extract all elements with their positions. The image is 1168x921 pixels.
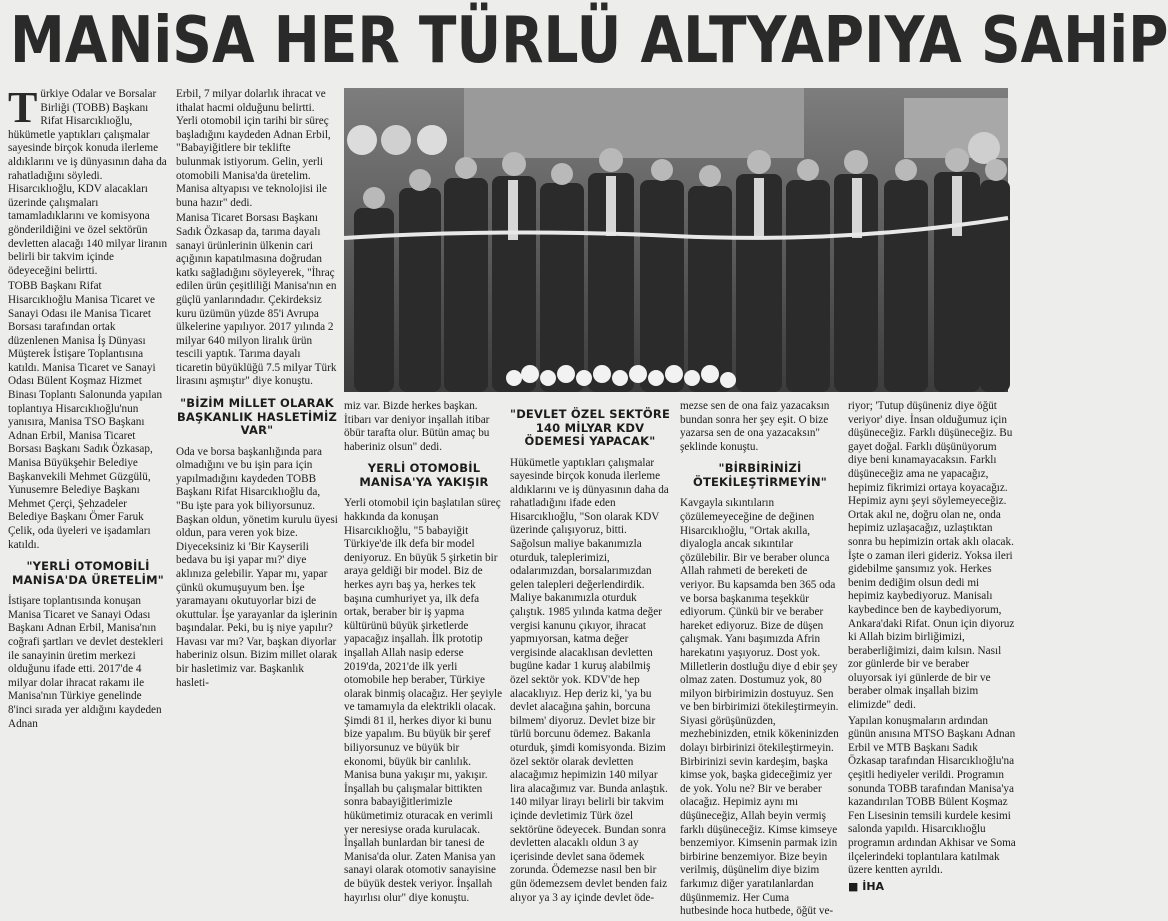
article-column-3 bbox=[344, 400, 504, 907]
article-column-6 bbox=[848, 400, 1016, 893]
agency-credit: ■ İHA bbox=[848, 879, 885, 893]
paragraph: mezse sen de ona faiz yazacaksın bundan sonra her şey eşit. O bize yazarsa sen de ona yazacaksın" şeklinde konuştu. bbox=[680, 400, 830, 453]
flag-icon bbox=[381, 125, 411, 155]
subheading: "DEVLET ÖZEL SEKTÖRE 140 MİLYAR KDV ÖDEMESİ YAPACAK" bbox=[510, 407, 671, 448]
paragraph: Kavgayla sıkıntıların çözülemeyeceğine de değinen Hisarcıklıoğlu, "Ortak akılla, diyalogla ancak sıkıntılar çözülebilir. Bir ve beraber olunca Allah rahmeti de bereketi de veriyor. Bu kapsamda ben 365 oda ve borsa başkanıma teşekkür ediyorum. Çünkü bir ve beraber hareket ediyoruz. Bize de düşen çalışmak. Yanı başımızda Afrin harekatını yaşıyoruz. Dost yok. Milletlerin dostluğu diye d ebir şey olmaz zaten. Dostumuz yok, 80 milyon birbirimizin dostuyuz. Sen ve ben birbirimizi ötekileştirmeyin. Siyasi görüşünüzden, mezhebinizden, etnik kökeninizden dolayı birbirinizi ötekileştirmeyin. Birbirinizi sevin kardeşim, başka kimse yok, başka gideceğimiz yer de yok. Yolu ne? Bir ve beraber olacağız. Hepimiz aynı mı düşüneceğiz, Allah beyin vermiş farklı düşüneceğiz. Kimse kimseye benzemiyor. Kimsenin parmak izin birbirine benzemiyor. Bize beyin verilmiş, düşünelim diye bizim farkımız diğer yaratılanlardan düşünmemiz. Her Cuma hutbesinde hoca hutbede, öğüt ve- bbox=[680, 497, 839, 918]
paragraph: Erbil, 7 milyar dolarlık ihracat ve ithalat hacmi olduğunu belirtti. Yerli otomobil için tarihi bir süreç başladığını kaydeden Adnan Erbil, "Babayiğitlere bir teklifte bulunmak istiyorum. Gelin, yerli otomobili Manisa'da üretelim. Manisa altyapısı ve teknolojisi ile buna hazır" dedi. bbox=[176, 88, 331, 209]
paragraph: riyor; 'Tutup düşüneniz diye öğüt veriyor' diye. İnsan olduğumuz için düşüneceğiz. Farklı düşüneceğiz. Bu gayet doğal. Farklı düşünüyorum diye beni kınamayacaksın. Farklı düşüneceğiz ama ne yapacağız, hepimiz fikrimizi ortaya koyacağız. Hepimiz aynı şeyi söylemeyeceğiz. Ortak akıl ne, doğru olan ne, onda hepimiz uzlaşacağız, uzlaştıktan sonra bu hepimizin ortak aklı olacak. İşte o zaman ileri gideriz. Yoksa ileri gidebilme şansımız yok. Herkes benim dediğim olsun dedi mi hepimiz kaybediyoruz. Manisalı kaybedince ben de kaybediyorum, Ankara'daki Rifat. Onun için diyoruz ki Allah bizim birliğimizi, beraberliğimizi, daim kılsın. Nasıl zor günlerde bir ve beraber oluyorsak iyi günlerde de bir ve beraber olmak inşallah bizim elimizde" dedi. bbox=[848, 400, 1015, 712]
subheading: YERLİ OTOMOBİL MANİSA'YA YAKIŞIR bbox=[359, 461, 489, 489]
paragraph-text: ürkiye Odalar ve Borsalar Birliği (TOBB) Başkanı Rifat Hisarcıklıoğlu, hükümetle yaptıkları çalışmalar sayesinde birçok konuda ilerleme aldıklarını ve iş dünyasının daha da rahatladığını söyledi. Hisarcıklıoğlu, KDV alacakları üzerinde çalışmaları tamamladıklarını ve komisyona gönderildiğini ve özel sektörün devletten alacağı 140 milyar liranın belirli bir takvim içinde ödeyeceğini belirtti. bbox=[8, 88, 168, 277]
paragraph: miz var. Bizde herkes başkan. İtibarı var deniyor inşallah itibar öbür tarafta olur. Bütün amaç bu haberiniz olsun" dedi. bbox=[344, 400, 490, 453]
headline: MANiSA HER TÜRLÜ ALTYAPIYA SAHiP bbox=[10, 4, 1168, 78]
ribbon-cutting-photo bbox=[344, 88, 1008, 392]
article-column-1 bbox=[8, 83, 168, 733]
paragraph: Hükümetle yaptıkları çalışmalar sayesinde birçok konuda ilerleme aldıklarını ve iş dünyasının daha da rahatladığını ifade eden Hisarcıklıoğlu, "Son olarak KDV üzerinde çalışıyoruz, bitti. Sağolsun maliye bakanımızla oturduk, taleplerimizi, odalarımızdan, borsalarımızdan gelen talepleri değerlendirdik. Maliye bakanımızla oturduk çalıştık. 1985 yılında katma değer vergisi kanunu çıkıyor, ihracat yapmıyorsan, katma değer vergisinde alacaklısan devletten bugüne kadar 1 kuruş alabilmiş özel sektör yok. KDV'de hep alacaklıyız. Hep deriz ki, 'ya bu devlet alacağına şahin, borcuna bilmem' diyoruz. Devlet bize bir türlü borcunu ödemez. Bakanla oturduk, şimdi komisyonda. Bizim özel sektör olarak devletten alacağımız hepimizin 140 milyar lira alacağımız var. Bunda anlaştık. 140 milyar lirayı belirli bir takvim içinde devletimiz Türk özel sektörüne ödeyecek. Bundan sonra devletten alacaklı oldun 3 ay içerisinde devlet sana ödemek zorunda. Ödemezse nasıl ben bir gün ödemezsem devlet benden faiz alıyor ya 3 ay içinde devlet öde- bbox=[510, 456, 669, 904]
paragraph: Yapılan konuşmaların ardından günün anısına MTSO Başkanı Adnan Erbil ve MTB Başkanı Sadık Özkasap tarafından Hisarcıklıoğlu'na çeşitli hediyeler verildi. Programın sonunda TOBB tarafından Manisa'ya kazandırılan TOBB Bülent Koşmaz Fen Lisesinin temsili kurdele kesimi salonda yapıldı. Hisarcıklıoğlu programın ardından Akhisar ve Soma ilçelerindeki toplantılara katılmak üzere kentten ayrıldı. bbox=[848, 714, 1016, 877]
paragraph: Yerli otomobil için başlatılan süreç hakkında da konuşan Hisarcıklıoğlu, "5 babayiğit Türkiye'de ilk defa bir model deniyoruz. En büyük 5 şirketin bir araya geldiği bir model. Biz de herkes ayrı baş ya, herkes tek başına cumhuriyet ya, ilk defa ortak, beraber bir iş yapma kültürünü büyük şirketlerde yapacağız inşallah. İlk prototip inşallah Allah nasip ederse 2019'da, 2021'de ilk yerli otomobile hep beraber, Türkiye olarak binmiş olacağız. Her şeyiyle ve tamamıyla da elektrikli olacak. Şimdi 81 il, herkes diyor ki bunu bize yapalım. Bu büyük bir şeref biliyorsunuz ve büyük bir ekonomi, büyük bir canlılık. Manisa buna yakışır mı, yakışır. İnşallah bu çalışmalar bittikten sonra babayiğitlerimizle hükümetimiz oturacak en verimli yer neresiyse orada kurulacak. İnşallah bunlardan bir tanesi de Manisa'da olur. Zaten Manisa yan sanayi olarak otomotiv sanayisine de büyük destek veriyor. İnşallah hayırlısı olur" diye konuştu. bbox=[344, 497, 503, 904]
subheading: "BİRBİRİNİZİ ÖTEKİLEŞTİRMEYİN" bbox=[692, 461, 828, 489]
article-column-5 bbox=[680, 400, 840, 921]
paragraph: Oda ve borsa başkanlığında para olmadığını ve bu işin para için yapılmadığını kaydeden TOBB Başkanı Rifat Hisarcıklıoğlu da, "Bu işte para yok biliyorsunuz. Başkan oldun, yönetim kurulu üyesi oldun, para veren yok bize. Diyeceksiniz ki 'Bir Kayserili bedava bu işi yapar mı?' diye aklınıza gelebilir. Yapar mı, yapar çünkü okumuşuyum ben. İşe yaramayanı okutuyorlar bizi de okuttular. İşe yarayanlar da işlerinin başındalar. Peki, bu iş niye yapılır? Havası var mı? Var, başkan diyorlar haberiniz olsun. Bizim millet olarak bir hasletimiz var. Başkanlık hasleti- bbox=[176, 445, 338, 689]
paragraph: Manisa Ticaret Borsası Başkanı Sadık Özkasap da, tarıma dayalı sanayi ürünlerinin ülkenin cari açığının kapatılmasına doğrudan katkı sağladığını söyleyerek, "İhraç edilen ürün çeşitliliği Manisa'nın en güçlü yanlarındadır. Çekirdeksiz kuru üzümün yüzde 85'i Avrupa ülkelerine yapılıyor. 2017 yılında 2 milyar 640 milyon liralık ürün tescili yaptık. Tarıma dayalı ticaretin büyüklüğü 7.5 milyar Türk lirasını aşmıştır" diye konuştu. bbox=[176, 212, 337, 388]
article-column-2 bbox=[176, 88, 338, 692]
subheading: "BİZİM MİLLET OLARAK BAŞKANLIK HASLETİMİZ VAR" bbox=[176, 396, 338, 438]
paragraph: TOBB Başkanı Rifat Hisarcıklıoğlu Manisa Ticaret ve Sanayi Odası ile Manisa Ticaret Borsası tarafından ortak düzenlenen Manisa İş Dünyası Müşterek İstişare Toplantısına katıldı. Manisa Ticaret ve Sanayi Odası Bülent Koşmaz Hizmet Binası Toplantı Salonunda yapılan toplantıya Hisarcıklıoğlu'nun yanısıra, Manisa TSO Başkanı Adnan Erbil, Manisa Ticaret Borsası Başkanı Sadık Özkasap, Manisa Büyükşehir Belediye Başkanvekili Mehmet Güzgülü, Yunusemre Belediye Başkanı Mehmet Çerçi, Şehzadeler Belediye Başkanı Ömer Faruk Çelik, oda üyeleri ve işadamları katıldı. bbox=[8, 280, 163, 551]
article-column-4 bbox=[510, 400, 670, 907]
paragraph bbox=[8, 83, 168, 278]
dropcap: T bbox=[8, 83, 38, 132]
photo-illustration bbox=[344, 88, 1008, 392]
subheading: "YERLİ OTOMOBİLİ MANİSA'DA ÜRETELİM" bbox=[12, 559, 164, 587]
logo-icon bbox=[417, 125, 447, 155]
logo-icon bbox=[347, 125, 377, 155]
paragraph: İstişare toplantısında konuşan Manisa Ticaret ve Sanayi Odası Başkanı Adnan Erbil, Manisa'nın coğrafi şartları ve devlet destekleri ile sanayinin üretim merkezi olduğunu ifade etti. 2017'de 4 milyar dolar ihracat rakamı ile Manisa'nın Türkiye genelinde 8'inci sırada yer aldığını kaydeden Adnan bbox=[8, 595, 164, 730]
